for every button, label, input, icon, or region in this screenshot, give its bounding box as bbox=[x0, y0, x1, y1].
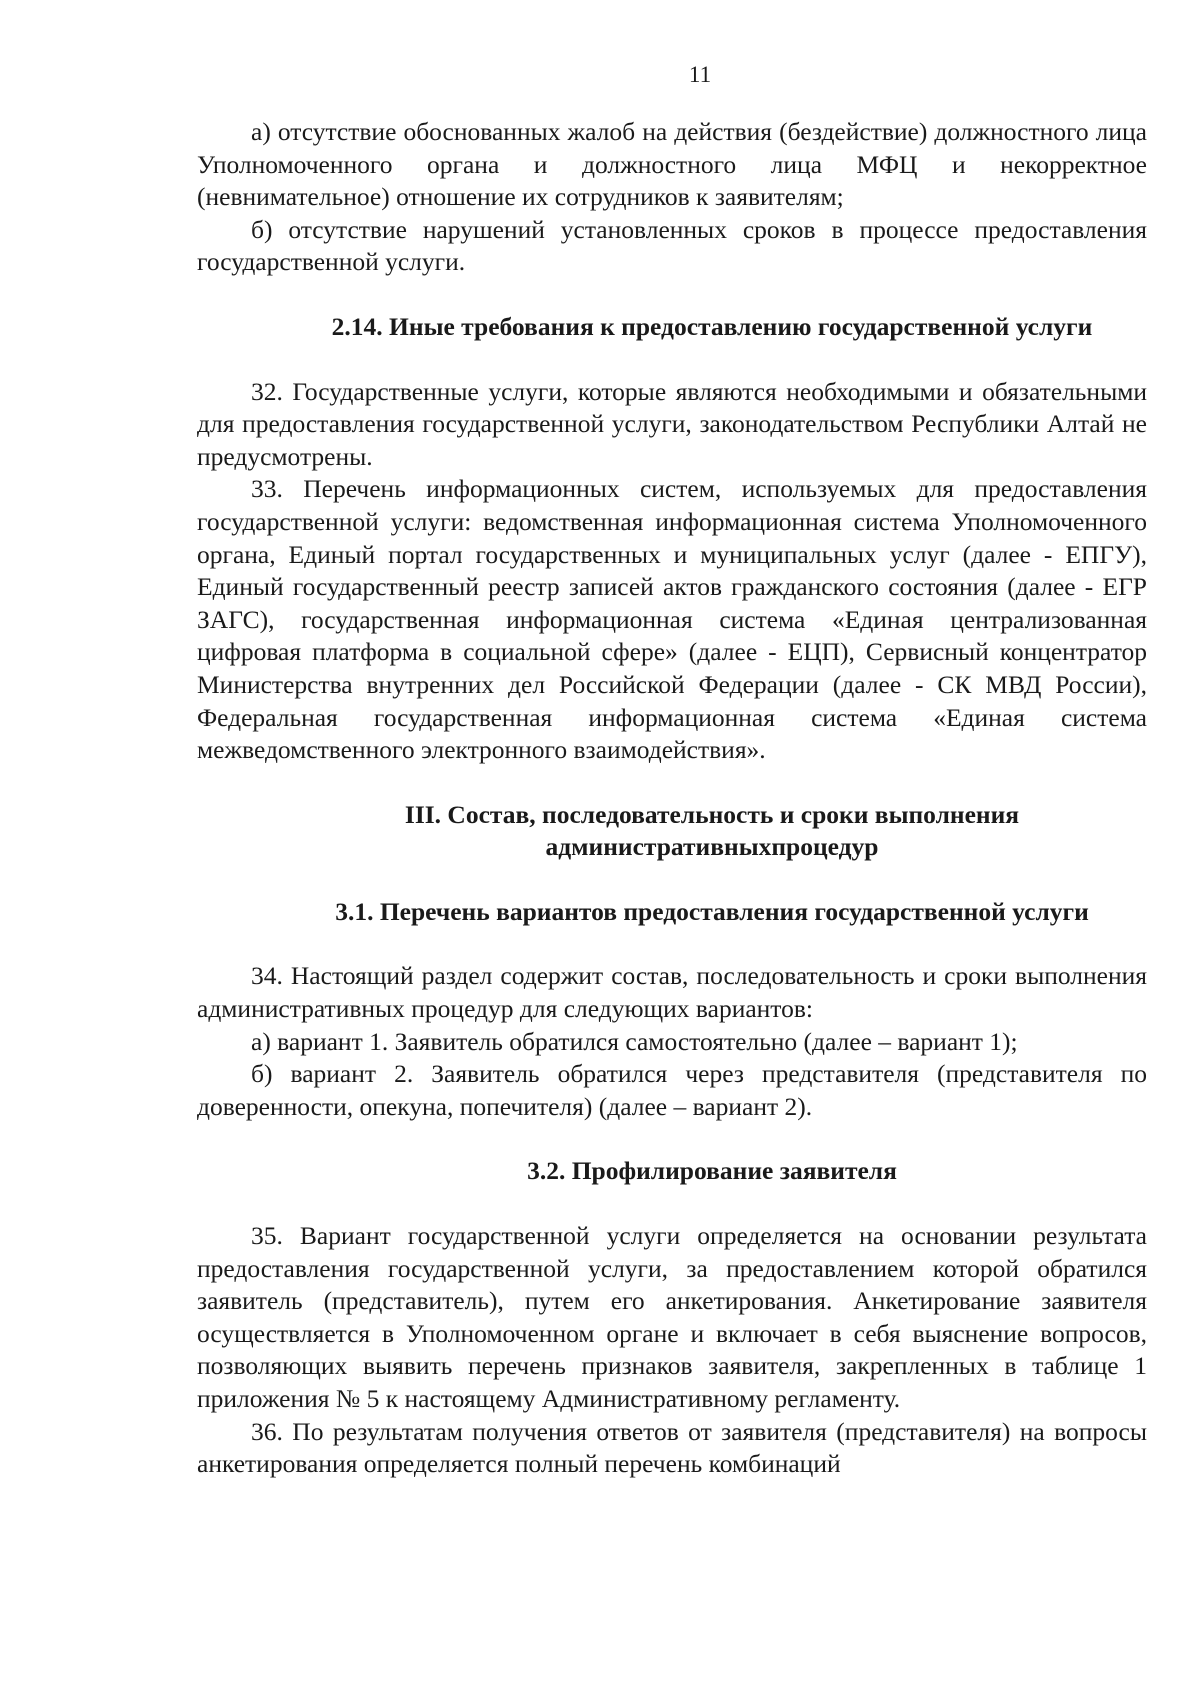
paragraph-33: 33. Перечень информационных систем, используемых для предоставления государственной услуги: ведомственная информационная система Уполномоченного органа, Единый портал государственных и муниципальных услуг (далее - ЕПГУ), Единый государственный реестр записей актов гражданского состояния (далее - ЕГР ЗАГС), государственная информационная система «Единая централизованная цифровая платформа в социальной сфере» (далее - ЕЦП), Сервисный концентратор Министерства внутренних дел Российской Федерации (далее - СК МВД России), Федеральная государственная информационная система «Единая система межведомственного электронного взаимодействия». bbox=[197, 474, 1147, 765]
paragraph-34: 34. Настоящий раздел содержит состав, последовательность и сроки выполнения административных процедур для следующих вариантов: bbox=[197, 961, 1147, 1024]
section-heading-3-2: 3.2. Профилирование заявителя bbox=[527, 1156, 897, 1186]
document-body bbox=[197, 116, 1147, 1481]
paragraph-variant-1: а) вариант 1. Заявитель обратился самостоятельно (далее – вариант 1); bbox=[251, 1026, 1018, 1056]
paragraph-36: 36. По результатам получения ответов от заявителя (представителя) на вопросы анкетирования определяется полный перечень комбинаций bbox=[197, 1416, 1147, 1479]
paragraph: б) отсутствие нарушений установленных сроков в процессе предоставления государственной услуги. bbox=[197, 214, 1147, 277]
section-heading-3-1: 3.1. Перечень вариантов предоставления государственной услуги bbox=[335, 896, 1089, 926]
paragraph: а) отсутствие обоснованных жалоб на действия (бездействие) должностного лица Уполномоченного органа и должностного лица МФЦ и некорректное (невнимательное) отношение их сотрудников к заявителям; bbox=[197, 117, 1147, 212]
paragraph-35: 35. Вариант государственной услуги определяется на основании результата предоставления государственной услуги, за предоставлением которой обратился заявитель (представитель), путем его анкетирования. Анкетирование заявителя осуществляется в Уполномоченном органе и включает в себя выяснение вопросов, позволяющих выявить перечень признаков заявителя, закрепленных в таблице 1 приложения № 5 к настоящему Административному регламенту. bbox=[197, 1221, 1147, 1413]
chapter-heading-line-1: III. Состав, последовательность и сроки выполнения bbox=[404, 799, 1020, 829]
page-number: 11 bbox=[688, 62, 712, 87]
paragraph-32: 32. Государственные услуги, которые являются необходимыми и обязательными для предоставления государственной услуги, законодательством Республики Алтай не предусмотрены. bbox=[197, 376, 1147, 471]
section-heading-2-14: 2.14. Иные требования к предоставлению государственной услуги bbox=[331, 311, 1093, 341]
chapter-heading-iii bbox=[197, 799, 1147, 864]
chapter-heading-line-2: административныхпроцедур bbox=[545, 832, 879, 862]
paragraph-variant-2: б) вариант 2. Заявитель обратился через представителя (представителя по доверенности, опекуна, попечителя) (далее – вариант 2). bbox=[197, 1059, 1147, 1121]
